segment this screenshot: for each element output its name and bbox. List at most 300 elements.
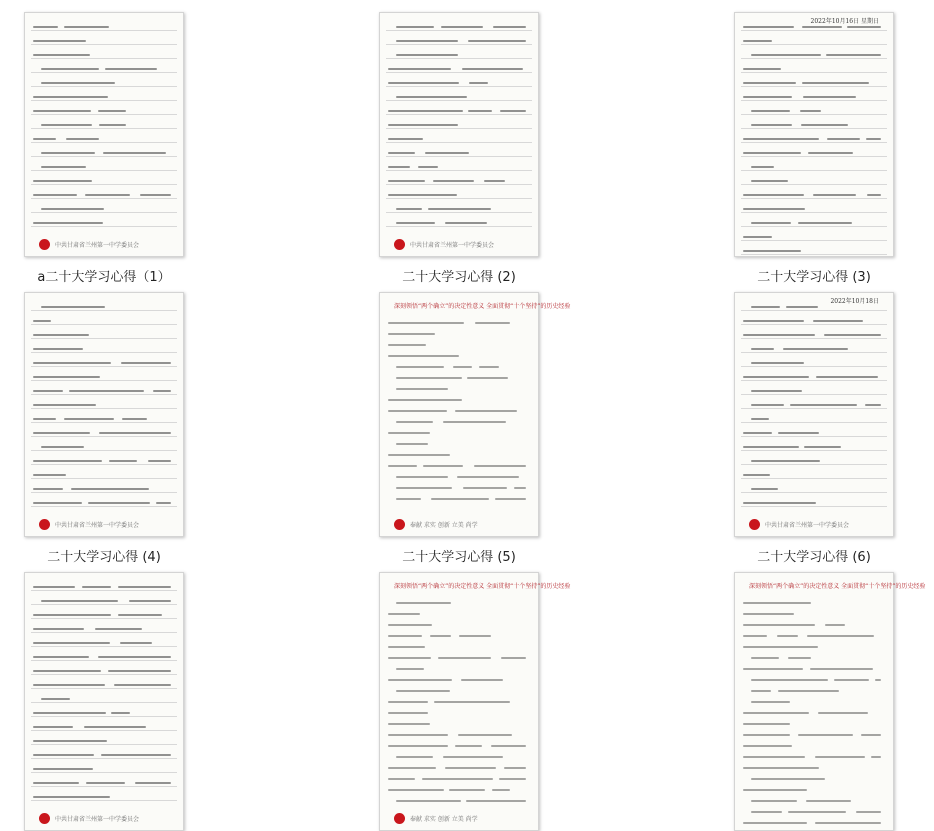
handwriting-stroke <box>743 613 794 615</box>
ruled-line <box>31 450 177 451</box>
handwriting-stroke <box>458 734 513 736</box>
handwriting-stroke <box>430 635 451 637</box>
handwriting-stroke <box>493 26 526 28</box>
handwriting-stroke <box>743 152 801 154</box>
party-emblem-icon <box>394 519 405 530</box>
thumbnail-caption[interactable]: 二十大学习心得 (5) <box>402 550 516 565</box>
handwriting-stroke <box>453 366 472 368</box>
handwriting-stroke <box>504 767 526 769</box>
handwriting-stroke <box>153 390 171 392</box>
handwriting-stroke <box>33 362 111 364</box>
handwriting-stroke <box>495 498 526 500</box>
handwriting-stroke <box>434 701 511 703</box>
handwriting-stroke <box>462 68 522 70</box>
ruled-line <box>386 72 532 73</box>
handwriting-stroke <box>743 712 809 714</box>
handwriting-stroke <box>388 767 436 769</box>
handwriting-stroke <box>33 432 90 434</box>
gallery-item[interactable] <box>0 572 224 831</box>
handwriting-stroke <box>33 768 93 770</box>
document-thumbnail[interactable] <box>734 12 894 257</box>
handwriting-stroke <box>800 110 821 112</box>
ruled-line <box>741 156 887 157</box>
handwriting-stroke <box>777 635 798 637</box>
handwriting-stroke <box>396 690 450 692</box>
ruled-line <box>386 156 532 157</box>
handwriting-stroke <box>396 800 461 802</box>
handwriting-stroke <box>474 465 526 467</box>
ruled-line <box>741 114 887 115</box>
handwriting-stroke <box>396 377 462 379</box>
page-footer-text: 奉献 求实 创新 立美 尚学 <box>410 816 478 823</box>
handwriting-stroke <box>66 138 98 140</box>
handwriting-stroke <box>479 366 499 368</box>
handwriting-stroke <box>806 800 851 802</box>
handwriting-stroke <box>33 334 89 336</box>
handwriting-stroke <box>425 152 469 154</box>
handwriting-stroke <box>751 418 769 420</box>
handwriting-stroke <box>826 54 881 56</box>
handwriting-stroke <box>33 684 105 686</box>
handwriting-stroke <box>428 208 490 210</box>
page-footer-text: 奉献 求实 创新 立美 尚学 <box>410 522 478 529</box>
ruled-line <box>31 72 177 73</box>
handwriting-stroke <box>109 460 137 462</box>
handwriting-stroke <box>85 194 129 196</box>
handwriting-stroke <box>469 82 488 84</box>
handwriting-stroke <box>388 778 415 780</box>
ruled-line <box>31 338 177 339</box>
handwriting-stroke <box>423 465 463 467</box>
handwriting-stroke <box>798 734 853 736</box>
ruled-line <box>31 464 177 465</box>
handwriting-stroke <box>41 68 99 70</box>
handwriting-stroke <box>118 614 162 616</box>
party-emblem-icon <box>39 813 50 824</box>
ruled-line <box>741 86 887 87</box>
handwriting-stroke <box>867 194 881 196</box>
thumbnail-caption[interactable]: 二十大学习心得 (4) <box>47 550 161 565</box>
handwriting-stroke <box>111 712 130 714</box>
ruled-line <box>31 590 177 591</box>
handwriting-stroke <box>33 460 102 462</box>
gallery-item[interactable] <box>339 292 579 566</box>
handwriting-stroke <box>388 322 464 324</box>
handwriting-stroke <box>778 690 839 692</box>
handwriting-stroke <box>388 712 428 714</box>
handwriting-stroke <box>431 498 489 500</box>
handwriting-stroke <box>95 628 143 630</box>
ruled-line <box>31 618 177 619</box>
handwriting-stroke <box>33 474 66 476</box>
handwriting-stroke <box>463 487 506 489</box>
ruled-line <box>31 394 177 395</box>
gallery-item[interactable] <box>694 12 934 286</box>
ruled-line <box>386 142 532 143</box>
handwriting-stroke <box>101 754 171 756</box>
ruled-line <box>386 58 532 59</box>
ruled-line <box>386 30 532 31</box>
document-thumbnail[interactable] <box>24 12 184 257</box>
ruled-line <box>741 506 887 507</box>
ruled-line <box>31 786 177 787</box>
handwriting-stroke <box>41 166 86 168</box>
handwriting-stroke <box>834 679 869 681</box>
handwriting-stroke <box>98 656 171 658</box>
handwriting-stroke <box>33 670 101 672</box>
handwriting-stroke <box>751 690 771 692</box>
handwriting-stroke <box>441 26 483 28</box>
handwriting-stroke <box>388 465 417 467</box>
handwriting-stroke <box>388 723 430 725</box>
handwritten-date: 2022年10月16日 星期日 <box>810 18 879 25</box>
handwriting-stroke <box>396 668 424 670</box>
ruled-line <box>741 436 887 437</box>
handwriting-stroke <box>99 124 126 126</box>
handwriting-stroke <box>396 476 448 478</box>
handwriting-stroke <box>396 208 422 210</box>
handwriting-stroke <box>388 194 457 196</box>
handwriting-stroke <box>468 110 492 112</box>
handwriting-stroke <box>743 208 805 210</box>
page-footer-text: 中共甘肃省兰州第一中学委员会 <box>55 522 140 529</box>
handwriting-stroke <box>33 614 111 616</box>
handwriting-stroke <box>388 82 459 84</box>
handwriting-stroke <box>751 390 802 392</box>
ruled-line <box>31 716 177 717</box>
page-footer-text: 中共甘肃省兰州第一中学委员会 <box>55 242 140 249</box>
handwriting-stroke <box>388 624 432 626</box>
handwriting-stroke <box>388 410 447 412</box>
handwriting-stroke <box>388 646 425 648</box>
handwriting-stroke <box>743 822 807 824</box>
handwriting-stroke <box>41 208 104 210</box>
document-thumbnail[interactable] <box>379 12 539 257</box>
ruled-line <box>741 492 887 493</box>
handwriting-stroke <box>783 348 848 350</box>
handwriting-stroke <box>827 138 860 140</box>
ruled-line <box>31 772 177 773</box>
handwriting-stroke <box>786 306 818 308</box>
handwriting-stroke <box>69 390 144 392</box>
thumbnail-caption[interactable]: a二十大学习心得（1） <box>37 270 171 285</box>
ruled-line <box>741 226 887 227</box>
ruled-line <box>31 366 177 367</box>
handwriting-stroke <box>445 222 487 224</box>
ruled-line <box>741 450 887 451</box>
ruled-line <box>741 324 887 325</box>
handwriting-stroke <box>33 418 56 420</box>
document-thumbnail[interactable] <box>734 572 926 831</box>
ruled-line <box>31 324 177 325</box>
handwriting-stroke <box>140 194 171 196</box>
handwriting-stroke <box>41 446 84 448</box>
handwriting-stroke <box>41 698 70 700</box>
handwriting-stroke <box>825 624 844 626</box>
handwriting-stroke <box>807 635 874 637</box>
document-thumbnail[interactable] <box>734 292 894 537</box>
handwriting-stroke <box>468 40 526 42</box>
ruled-line <box>741 464 887 465</box>
document-thumbnail[interactable] <box>24 292 184 537</box>
page-footer-text: 中共甘肃省兰州第一中学委员会 <box>765 522 850 529</box>
handwriting-stroke <box>743 40 772 42</box>
handwriting-stroke <box>156 502 171 504</box>
handwriting-stroke <box>475 322 510 324</box>
handwriting-stroke <box>396 26 434 28</box>
ruled-line <box>31 436 177 437</box>
ruled-line <box>31 408 177 409</box>
ruled-line <box>31 492 177 493</box>
ruled-line <box>741 338 887 339</box>
handwriting-stroke <box>396 756 433 758</box>
handwriting-stroke <box>743 236 772 238</box>
gallery-item[interactable] <box>0 12 224 286</box>
handwriting-stroke <box>751 306 780 308</box>
handwriting-stroke <box>33 796 110 798</box>
handwriting-stroke <box>743 446 799 448</box>
handwriting-stroke <box>751 701 790 703</box>
handwriting-stroke <box>778 432 819 434</box>
page-footer-text: 中共甘肃省兰州第一中学委员会 <box>410 242 495 249</box>
handwriting-stroke <box>798 222 852 224</box>
handwriting-stroke <box>788 811 846 813</box>
handwriting-stroke <box>388 734 448 736</box>
ruled-line <box>31 198 177 199</box>
handwriting-stroke <box>751 811 782 813</box>
ruled-line <box>386 100 532 101</box>
handwriting-stroke <box>813 320 863 322</box>
handwriting-stroke <box>64 26 109 28</box>
handwriting-stroke <box>743 82 796 84</box>
handwriting-stroke <box>388 432 430 434</box>
handwriting-stroke <box>33 320 51 322</box>
handwriting-stroke <box>396 388 448 390</box>
handwriting-stroke <box>743 502 816 504</box>
ruled-line <box>741 380 887 381</box>
handwriting-stroke <box>388 701 428 703</box>
handwriting-stroke <box>743 194 804 196</box>
handwriting-stroke <box>818 712 868 714</box>
handwriting-stroke <box>396 222 435 224</box>
handwriting-stroke <box>388 138 423 140</box>
ruled-line <box>31 506 177 507</box>
handwriting-stroke <box>388 789 444 791</box>
handwriting-stroke <box>751 778 825 780</box>
handwriting-stroke <box>743 334 815 336</box>
party-emblem-icon <box>749 519 760 530</box>
handwriting-stroke <box>396 443 428 445</box>
ruled-line <box>386 212 532 213</box>
handwriting-stroke <box>743 26 794 28</box>
handwriting-stroke <box>388 124 458 126</box>
handwriting-stroke <box>443 421 505 423</box>
gallery-item[interactable] <box>339 572 579 831</box>
handwriting-stroke <box>514 487 526 489</box>
ruled-line <box>741 254 887 255</box>
ruled-line <box>386 198 532 199</box>
handwriting-stroke <box>501 657 526 659</box>
ruled-line <box>31 100 177 101</box>
handwritten-date: 2022年10月18日 <box>830 298 879 305</box>
document-thumbnail[interactable] <box>379 292 571 537</box>
handwriting-stroke <box>802 26 842 28</box>
handwriting-stroke <box>815 822 881 824</box>
handwriting-stroke <box>866 138 881 140</box>
handwriting-stroke <box>790 404 858 406</box>
handwriting-stroke <box>98 110 126 112</box>
handwriting-stroke <box>33 502 82 504</box>
thumbnail-caption[interactable]: 二十大学习心得 (2) <box>402 270 516 285</box>
ruled-line <box>741 422 887 423</box>
gallery-item[interactable] <box>694 292 934 566</box>
ruled-line <box>741 198 887 199</box>
handwriting-stroke <box>743 745 792 747</box>
handwriting-stroke <box>455 410 517 412</box>
handwriting-stroke <box>467 377 507 379</box>
handwriting-stroke <box>743 96 792 98</box>
handwriting-stroke <box>751 362 804 364</box>
ruled-line <box>31 170 177 171</box>
handwriting-stroke <box>33 740 107 742</box>
handwriting-stroke <box>396 487 452 489</box>
ruled-line <box>386 128 532 129</box>
handwriting-stroke <box>751 657 779 659</box>
ruled-line <box>741 170 887 171</box>
handwriting-stroke <box>120 642 151 644</box>
handwriting-stroke <box>803 96 857 98</box>
handwriting-stroke <box>438 657 491 659</box>
party-emblem-icon <box>39 519 50 530</box>
handwriting-stroke <box>33 656 89 658</box>
ruled-line <box>31 380 177 381</box>
handwriting-stroke <box>847 26 881 28</box>
handwriting-stroke <box>751 166 774 168</box>
handwriting-stroke <box>422 778 493 780</box>
ruled-line <box>741 366 887 367</box>
handwriting-stroke <box>33 194 77 196</box>
handwriting-stroke <box>433 180 474 182</box>
handwriting-stroke <box>33 180 92 182</box>
handwriting-stroke <box>33 110 91 112</box>
ruled-line <box>31 86 177 87</box>
handwriting-stroke <box>33 586 75 588</box>
handwriting-stroke <box>459 635 491 637</box>
handwriting-stroke <box>388 355 459 357</box>
thumbnail-caption[interactable]: 二十大学习心得 (3) <box>757 270 871 285</box>
handwriting-stroke <box>33 754 94 756</box>
handwriting-stroke <box>751 800 797 802</box>
ruled-line <box>31 226 177 227</box>
handwriting-stroke <box>743 602 811 604</box>
handwriting-stroke <box>33 390 63 392</box>
handwriting-stroke <box>86 782 125 784</box>
document-thumbnail[interactable] <box>379 572 571 831</box>
gallery-item[interactable] <box>694 572 934 831</box>
ruled-line <box>31 646 177 647</box>
handwriting-stroke <box>743 635 767 637</box>
handwriting-stroke <box>33 628 84 630</box>
handwriting-stroke <box>445 767 495 769</box>
handwriting-stroke <box>499 778 526 780</box>
handwriting-stroke <box>64 418 114 420</box>
ruled-line <box>31 212 177 213</box>
handwriting-stroke <box>871 756 881 758</box>
handwriting-stroke <box>804 446 841 448</box>
handwriting-stroke <box>751 180 788 182</box>
ruled-line <box>31 604 177 605</box>
handwriting-stroke <box>813 194 856 196</box>
gallery-item[interactable] <box>339 12 579 286</box>
ruled-line <box>31 702 177 703</box>
handwriting-stroke <box>388 635 422 637</box>
handwriting-stroke <box>751 404 784 406</box>
ruled-line <box>31 688 177 689</box>
handwriting-stroke <box>148 460 171 462</box>
handwriting-stroke <box>824 334 881 336</box>
handwriting-stroke <box>743 68 781 70</box>
ruled-line <box>31 674 177 675</box>
ruled-line <box>741 128 887 129</box>
handwriting-stroke <box>865 404 881 406</box>
ruled-line <box>386 44 532 45</box>
ruled-line <box>31 114 177 115</box>
handwriting-stroke <box>396 366 444 368</box>
handwriting-stroke <box>492 789 510 791</box>
handwriting-stroke <box>388 68 451 70</box>
handwriting-stroke <box>788 657 810 659</box>
ruled-line <box>31 310 177 311</box>
handwriting-stroke <box>388 454 450 456</box>
handwriting-stroke <box>743 376 809 378</box>
ruled-line <box>31 30 177 31</box>
handwriting-stroke <box>875 679 881 681</box>
gallery-item[interactable] <box>0 292 224 566</box>
handwriting-stroke <box>388 657 431 659</box>
handwriting-stroke <box>751 222 791 224</box>
handwriting-stroke <box>751 488 778 490</box>
handwriting-stroke <box>84 726 146 728</box>
handwriting-stroke <box>121 362 171 364</box>
handwriting-stroke <box>99 432 171 434</box>
handwriting-stroke <box>743 624 815 626</box>
handwriting-stroke <box>816 376 878 378</box>
page-header-text: 深刻领悟“两个确立”的决定性意义 全面贯彻“十个坚持”的历史经验 <box>394 303 571 310</box>
document-thumbnail[interactable] <box>24 572 184 831</box>
handwriting-stroke <box>33 348 83 350</box>
handwriting-stroke <box>71 488 149 490</box>
handwriting-stroke <box>103 152 167 154</box>
handwriting-stroke <box>122 418 147 420</box>
handwriting-stroke <box>491 745 526 747</box>
ruled-line <box>31 800 177 801</box>
ruled-line <box>31 128 177 129</box>
ruled-line <box>741 72 887 73</box>
handwriting-stroke <box>33 222 103 224</box>
handwriting-stroke <box>33 54 90 56</box>
handwriting-stroke <box>33 26 58 28</box>
ruled-line <box>741 58 887 59</box>
handwriting-stroke <box>461 679 503 681</box>
ruled-line <box>31 142 177 143</box>
ruled-line <box>741 310 887 311</box>
ruled-line <box>386 184 532 185</box>
ruled-line <box>386 226 532 227</box>
thumbnail-caption[interactable]: 二十大学习心得 (6) <box>757 550 871 565</box>
handwriting-stroke <box>802 82 868 84</box>
handwriting-stroke <box>396 602 451 604</box>
handwriting-stroke <box>108 670 171 672</box>
